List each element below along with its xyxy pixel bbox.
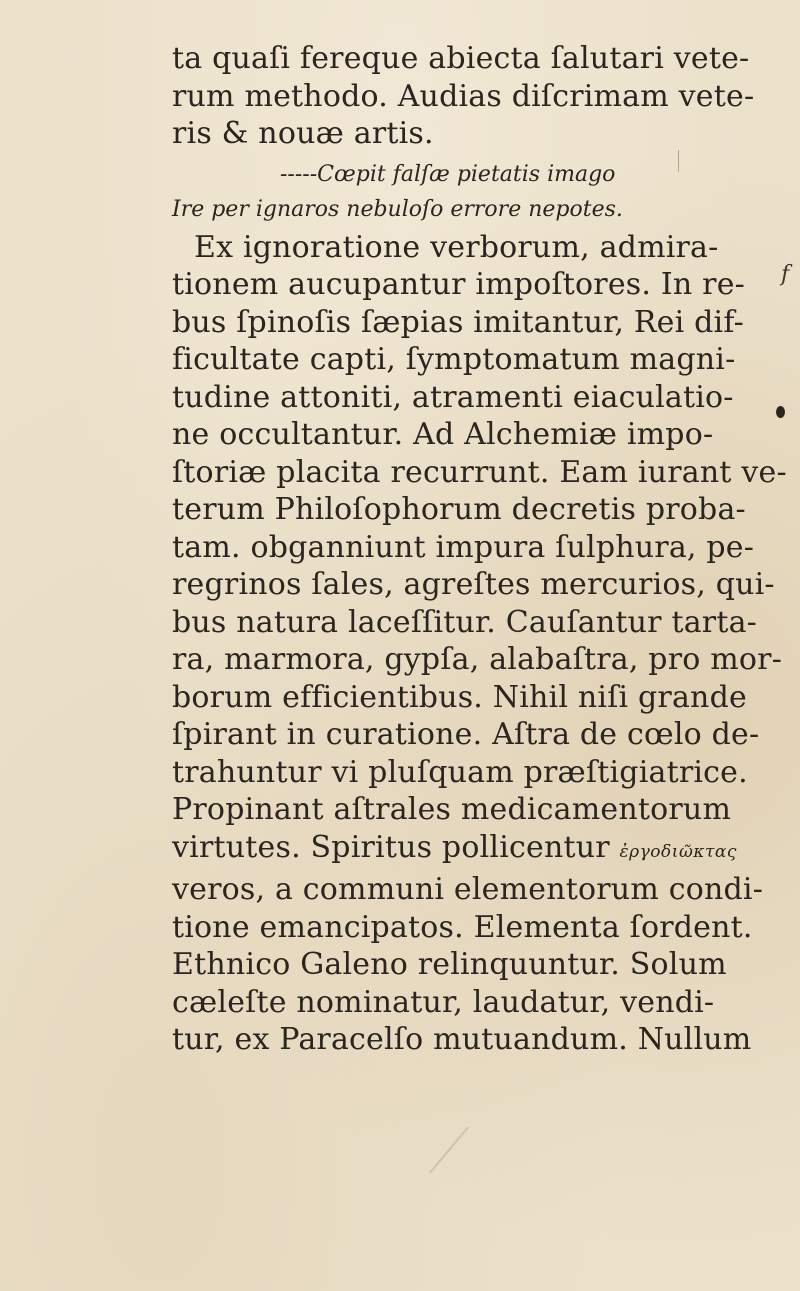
text-line: tione emancipatos. Elementa ſordent. bbox=[172, 909, 753, 945]
text-line: tionem aucupantur impoſtores. In re- bbox=[172, 267, 745, 302]
verse-line: -----Cœpit falſæ pietatis imago bbox=[280, 161, 616, 187]
margin-bullet-icon bbox=[776, 406, 785, 418]
text-line: ficultate capti, ſymptomatum magni- bbox=[172, 342, 736, 377]
text-line: tur, ex Paracelſo mutuandum. Nullum bbox=[172, 1022, 752, 1057]
text-line: ra, marmora, gypſa, alabaſtra, pro mor- bbox=[172, 642, 783, 677]
text-line: Propinant aſtrales medicamentorum bbox=[172, 792, 732, 827]
text-line: rum methodo. Audias diſcrimam vete- bbox=[172, 78, 755, 114]
text-line: bus natura laceſſitur. Cauſantur tarta- bbox=[172, 604, 758, 640]
text-line: veros, a communi elementorum condi- bbox=[172, 872, 764, 907]
text-line: tudine attoniti, atramenti eiaculatio- bbox=[172, 379, 734, 415]
text-line: ta quaſi fereque abiecta ſalutari vete- bbox=[172, 41, 750, 76]
text-line: tam. obganniunt impura ſulphura, pe- bbox=[172, 529, 755, 565]
text-line: terum Philoſophorum decretis proba- bbox=[172, 492, 746, 527]
greek-word: ἐργοδιῶκτας bbox=[619, 841, 737, 862]
text-line bbox=[172, 829, 752, 872]
pencil-mark bbox=[429, 1126, 469, 1173]
text-block bbox=[172, 40, 787, 1059]
text-line-part: virtutes. Spiritus pollicentur bbox=[172, 829, 610, 865]
text-line: ſtoriæ placita recurrunt. Eam iurant ve- bbox=[172, 454, 787, 490]
text-line: ne occultantur. Ad Alchemiæ impo- bbox=[172, 417, 714, 452]
text-line: ris & nouæ artis. bbox=[172, 116, 434, 151]
text-line: Ex ignoratione verborum, admira- bbox=[194, 229, 719, 265]
text-line: trahuntur vi pluſquam præſtigiatrice. bbox=[172, 754, 748, 790]
text-line: regrinos ſales, agreſtes mercurios, qui- bbox=[172, 567, 775, 602]
margin-note: f bbox=[781, 262, 790, 287]
verse-line: Ire per ignaros nebuloſo errore nepotes. bbox=[172, 196, 623, 222]
pencil-mark bbox=[678, 150, 679, 172]
text-line: bus ſpinoſis ſæpias imitantur, Rei dif- bbox=[172, 304, 744, 340]
text-line: borum efficientibus. Nihil niſi grande bbox=[172, 679, 747, 715]
text-line: ſpirant in curatione. Aſtra de cœlo de- bbox=[172, 717, 760, 752]
text-line: Ethnico Galeno relinquuntur. Solum bbox=[172, 947, 727, 982]
text-line: cæleſte nominatur, laudatur, vendi- bbox=[172, 984, 715, 1020]
